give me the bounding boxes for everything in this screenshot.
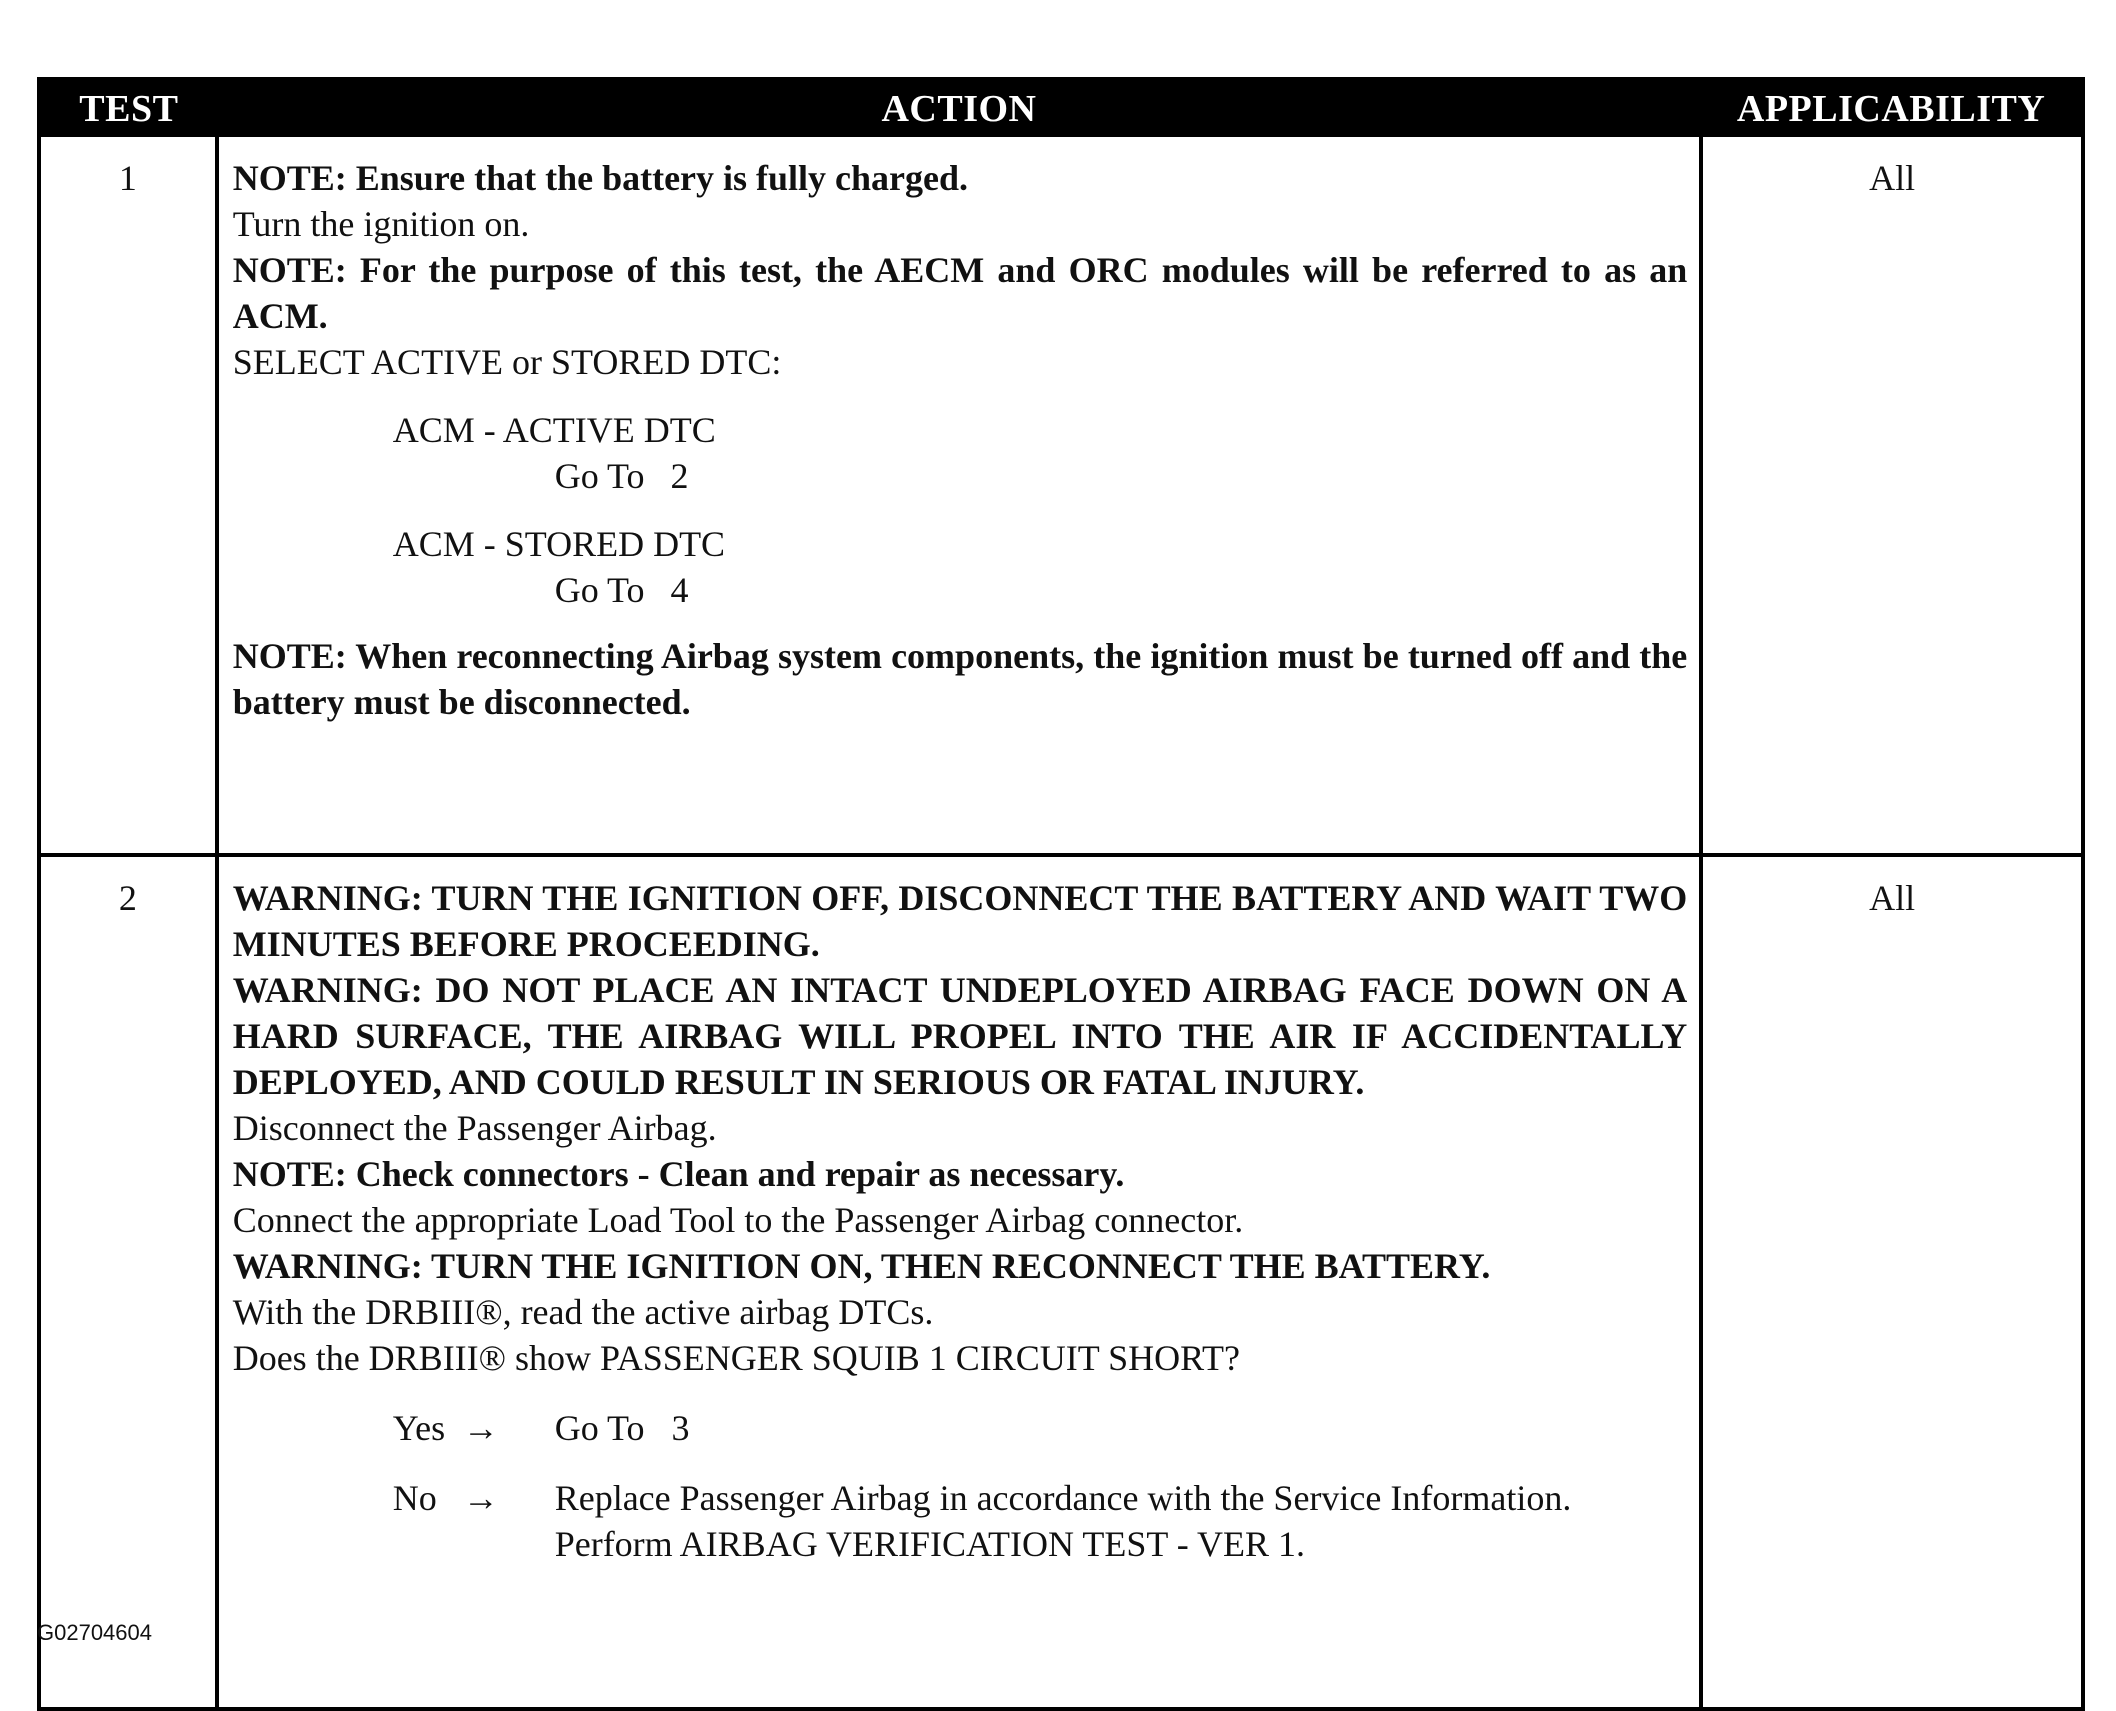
yes-branch[interactable] [393,1405,1688,1451]
warning: WARNING: TURN THE IGNITION OFF, DISCONNECT THE BATTERY AND WAIT TWO MINUTES BEFORE PROCEEDING. [232,878,1688,964]
note: NOTE: Ensure that the battery is fully charged. [232,158,969,198]
warning: WARNING: TURN THE IGNITION ON, THEN RECONNECT THE BATTERY. [232,1246,1491,1286]
test-number: 2 [118,878,137,918]
table-header [39,79,2083,137]
no-result [555,1475,1688,1567]
yes-label: Yes [392,1408,446,1448]
action-cell [217,855,1702,1709]
step: Disconnect the Passenger Airbag. [232,1108,717,1148]
goto-target: 2 [670,456,689,496]
no-label: No [392,1478,437,1518]
question: Does the DRBIII® show PASSENGER SQUIB 1 CIRCUIT SHORT? [232,1338,1240,1378]
applicability-value: All [1701,855,2083,1709]
action-cell [217,137,1702,855]
step: SELECT ACTIVE or STORED DTC: [232,342,782,382]
arrow-right-icon: → [462,1408,499,1448]
goto-label: Go To [554,456,645,496]
yes-result [555,1405,1688,1451]
choice-label: ACM - STORED DTC [392,524,726,564]
no-result-text: Perform AIRBAG VERIFICATION TEST - VER 1. [554,1524,1306,1564]
arrow-right-icon: → [462,1478,499,1518]
note: NOTE: Check connectors - Clean and repair as necessary. [232,1154,1125,1194]
goto-target: 4 [670,570,689,610]
goto-label: Go To [554,570,645,610]
step: Connect the appropriate Load Tool to the Passenger Airbag connector. [232,1200,1244,1240]
figure-id: G02704604 [37,1620,152,1645]
no-result-text: Replace Passenger Airbag in accordance with the Service Information. [554,1478,1572,1518]
table-row [39,137,2083,855]
step: With the DRBIII®, read the active airbag DTCs. [232,1292,934,1332]
header-applicability: APPLICABILITY [1701,79,2083,137]
test-number: 1 [39,137,217,855]
table-row [39,855,2083,1709]
header-action: ACTION [217,79,1702,137]
note: NOTE: For the purpose of this test, the AECM and ORC modules will be referred to as an ACM. [232,250,1688,336]
header-test: TEST [39,79,217,137]
no-branch[interactable] [393,1475,1688,1567]
step: Turn the ignition on. [232,204,530,244]
choice-label: ACM - ACTIVE DTC [392,410,716,450]
applicability-value: All [1701,137,2083,855]
choice-list [393,407,1688,613]
yes-result-text: Go To 3 [554,1408,690,1448]
goto-link[interactable] [555,567,1688,613]
note: NOTE: When reconnecting Airbag system components, the ignition must be turned off and the battery must be disconnected. [232,636,1688,722]
warning: WARNING: DO NOT PLACE AN INTACT UNDEPLOYED AIRBAG FACE DOWN ON A HARD SURFACE, THE AIRBAG WILL PROPEL INTO THE AIR IF ACCIDENTALLY DEPLOYED, AND COULD RESULT IN SERIOUS OR FATAL INJURY. [232,970,1688,1102]
goto-link[interactable] [555,453,1688,499]
diagnostic-test-table [37,77,2085,1711]
